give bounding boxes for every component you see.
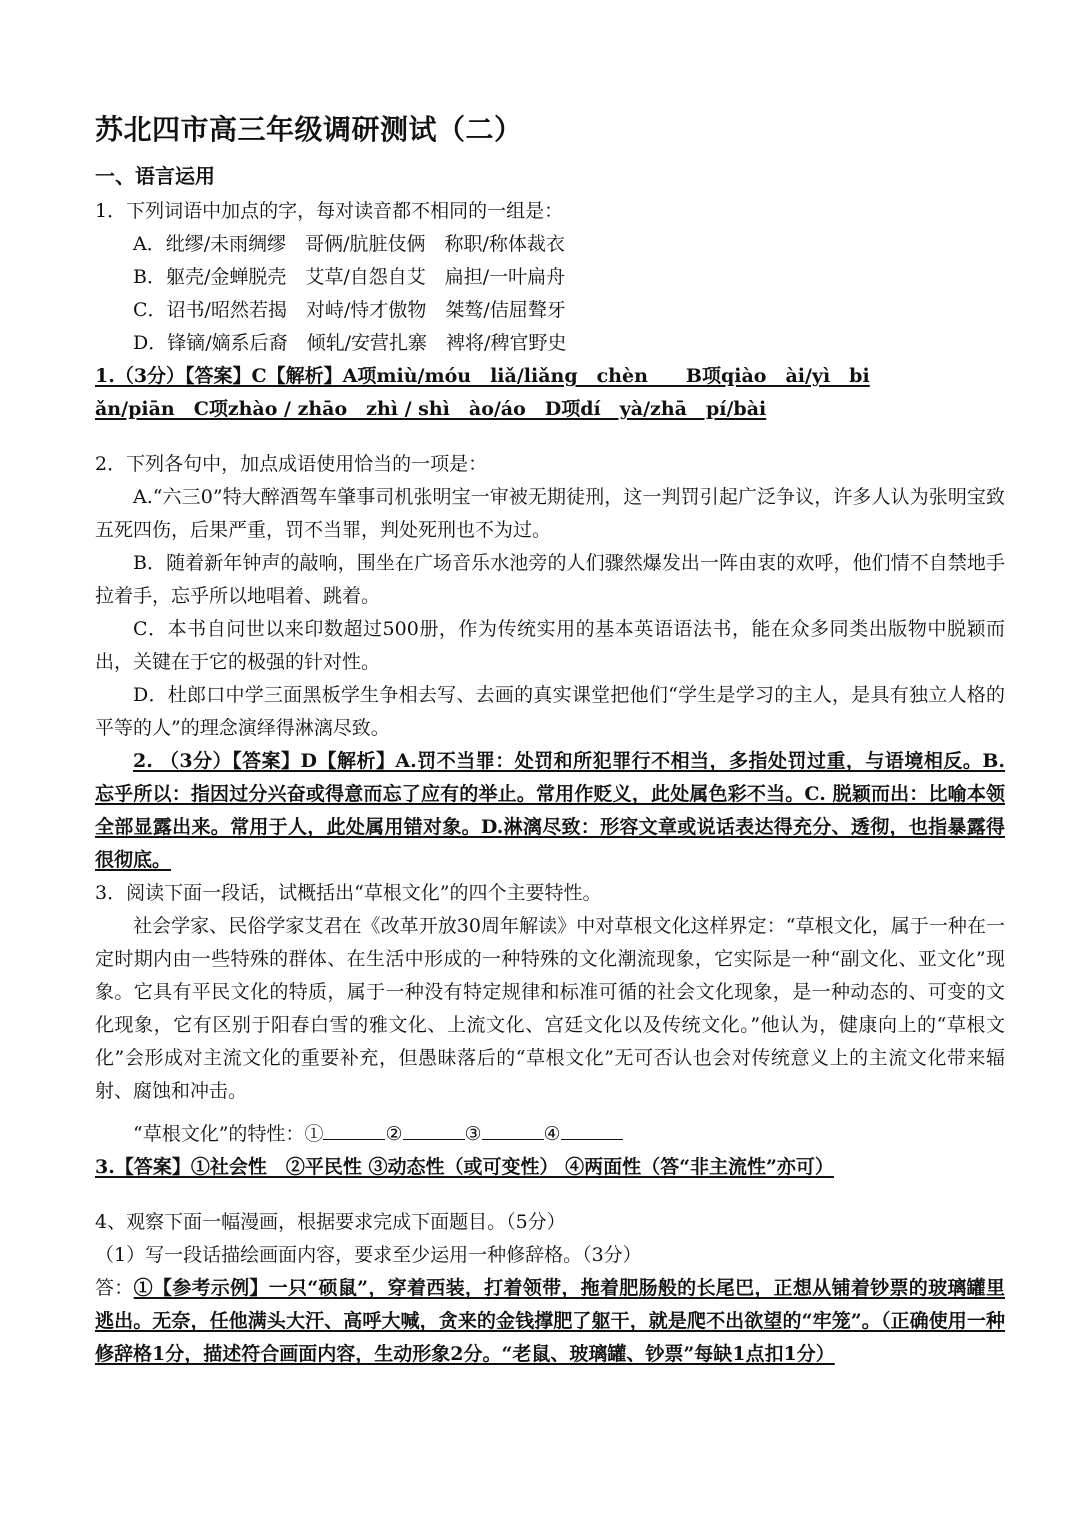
page-title: 苏北四市高三年级调研测试（二）: [95, 113, 523, 146]
q3-fill-line: [95, 1118, 1005, 1151]
q1-answer-line2: ǎn/piān C项zhào / zhāo zhì / shì ào/áo D项dí yà/zhā pí/bài: [95, 398, 767, 420]
q3-fill-mark-4: ④: [543, 1123, 561, 1145]
q3-stem: 3．阅读下面一段话，试概括出“草根文化”的四个主要特性。: [95, 882, 602, 904]
q2-stem: 2．下列各句中，加点成语使用恰当的一项是：: [95, 453, 488, 475]
q3-answer: 3.【答案】①社会性 ②平民性 ③动态性（或可变性） ④两面性（答“非主流性”亦可）: [95, 1156, 834, 1178]
q3-blank-1[interactable]: [323, 1121, 385, 1140]
q2-answer: 2. （3分）【答案】D【解析】A.罚不当罪：处罚和所犯罪行不相当，多指处罚过重，与语境相反。B. 忘乎所以：指因过分兴奋或得意而忘了应有的举止。常用作贬义，此处属色彩不当。C. 脱颖而出：比喻本领全部显露出来。常用于人，此处属用错对象。D.淋漓尽致：形容文章或说话表达得充分、透彻，也指暴露得很彻底。: [95, 750, 1005, 871]
q1-option-d: D．锋镝/嫡系后裔 倾轧/安营扎寨 裨将/稗官野史: [133, 332, 567, 354]
q3-blank-2[interactable]: [403, 1121, 465, 1140]
q2-option-b: B．随着新年钟声的敲响，围坐在广场音乐水池旁的人们骤然爆发出一阵由衷的欢呼，他们情不自禁地手拉着手，忘乎所以地唱着、跳着。: [95, 552, 1005, 607]
q4-answer-block: [95, 1272, 1005, 1371]
q3-blank-4[interactable]: [561, 1121, 623, 1140]
q2-option-c: C．本书自问世以来印数超过500册，作为传统实用的基本英语语法书，能在众多同类出版物中脱颖而出，关键在于它的极强的针对性。: [95, 618, 1005, 673]
q4-sub1: （1）写一段话描绘画面内容，要求至少运用一种修辞格。（3分）: [95, 1244, 642, 1266]
q4-answer-prefix: 答：: [95, 1277, 134, 1299]
q3-fill-prefix: “草根文化”的特性：: [133, 1123, 305, 1145]
q3-fill-mark-2: ②: [385, 1123, 403, 1145]
q2-option-a: A.“六三0”特大醉酒驾车肇事司机张明宝一审被无期徒刑，这一判罚引起广泛争议，许多人认为张明宝致五死四伤，后果严重，罚不当罪，判处死刑也不为过。: [95, 486, 1005, 541]
q1-option-b: B．躯壳/金蝉脱壳 艾草/自怨自艾 扁担/一叶扁舟: [133, 266, 566, 288]
q1-option-a: A．纰缪/未雨绸缪 哥俩/肮脏伎俩 称职/称体裁衣: [133, 233, 565, 255]
q4-stem: 4、观察下面一幅漫画，根据要求完成下面题目。（5分）: [95, 1211, 566, 1233]
q1-option-c: C．诏书/昭然若揭 对峙/恃才傲物 桀骜/佶屈聱牙: [133, 299, 566, 321]
document-page: [95, 108, 1005, 1371]
q3-blank-3[interactable]: [482, 1121, 544, 1140]
q3-fill-mark-1: ①: [304, 1123, 324, 1145]
q3-fill-mark-3: ③: [464, 1123, 482, 1145]
section-heading: 一、语言运用: [95, 164, 215, 188]
q1-stem: 1．下列词语中加点的字，每对读音都不相同的一组是：: [95, 200, 564, 222]
q2-option-d: D．杜郎口中学三面黑板学生争相去写、去画的真实课堂把他们“学生是学习的主人，是具有独立人格的平等的人”的理念演绎得淋漓尽致。: [95, 684, 1005, 739]
q1-answer-line1: 1.（3分）【答案】C【解析】A项miù/móu liǎ/liǎng chèn B项qiào ài/yì bi: [95, 365, 870, 387]
q4-answer: ①【参考示例】一只“硕鼠”，穿着西装，打着领带，拖着肥肠般的长尾巴，正想从铺着钞票的玻璃罐里逃出。无奈，任他满头大汗、高呼大喊，贪来的金钱撑肥了躯干，就是爬不出欲望的“牢笼”。（正确使用一种修辞格1分，描述符合画面内容，生动形象2分。“老鼠、玻璃罐、钞票”每缺1点扣1分）: [95, 1277, 1005, 1365]
q3-passage: 社会学家、民俗学家艾君在《改革开放30周年解读》中对草根文化这样界定：“草根文化，属于一种在一定时期内由一些特殊的群体、在生活中形成的一种特殊的文化潮流现象，它实际是一种“副文化、亚文化”现象。它具有平民文化的特质，属于一种没有特定规律和标准可循的社会文化现象，是一种动态的、可变的文化现象，它有区别于阳春白雪的雅文化、上流文化、宫廷文化以及传统文化。”他认为，健康向上的“草根文化”会形成对主流文化的重要补充，但愚昧落后的“草根文化”无可否认也会对传统意义上的主流文化带来辐射、腐蚀和冲击。: [95, 915, 1005, 1102]
